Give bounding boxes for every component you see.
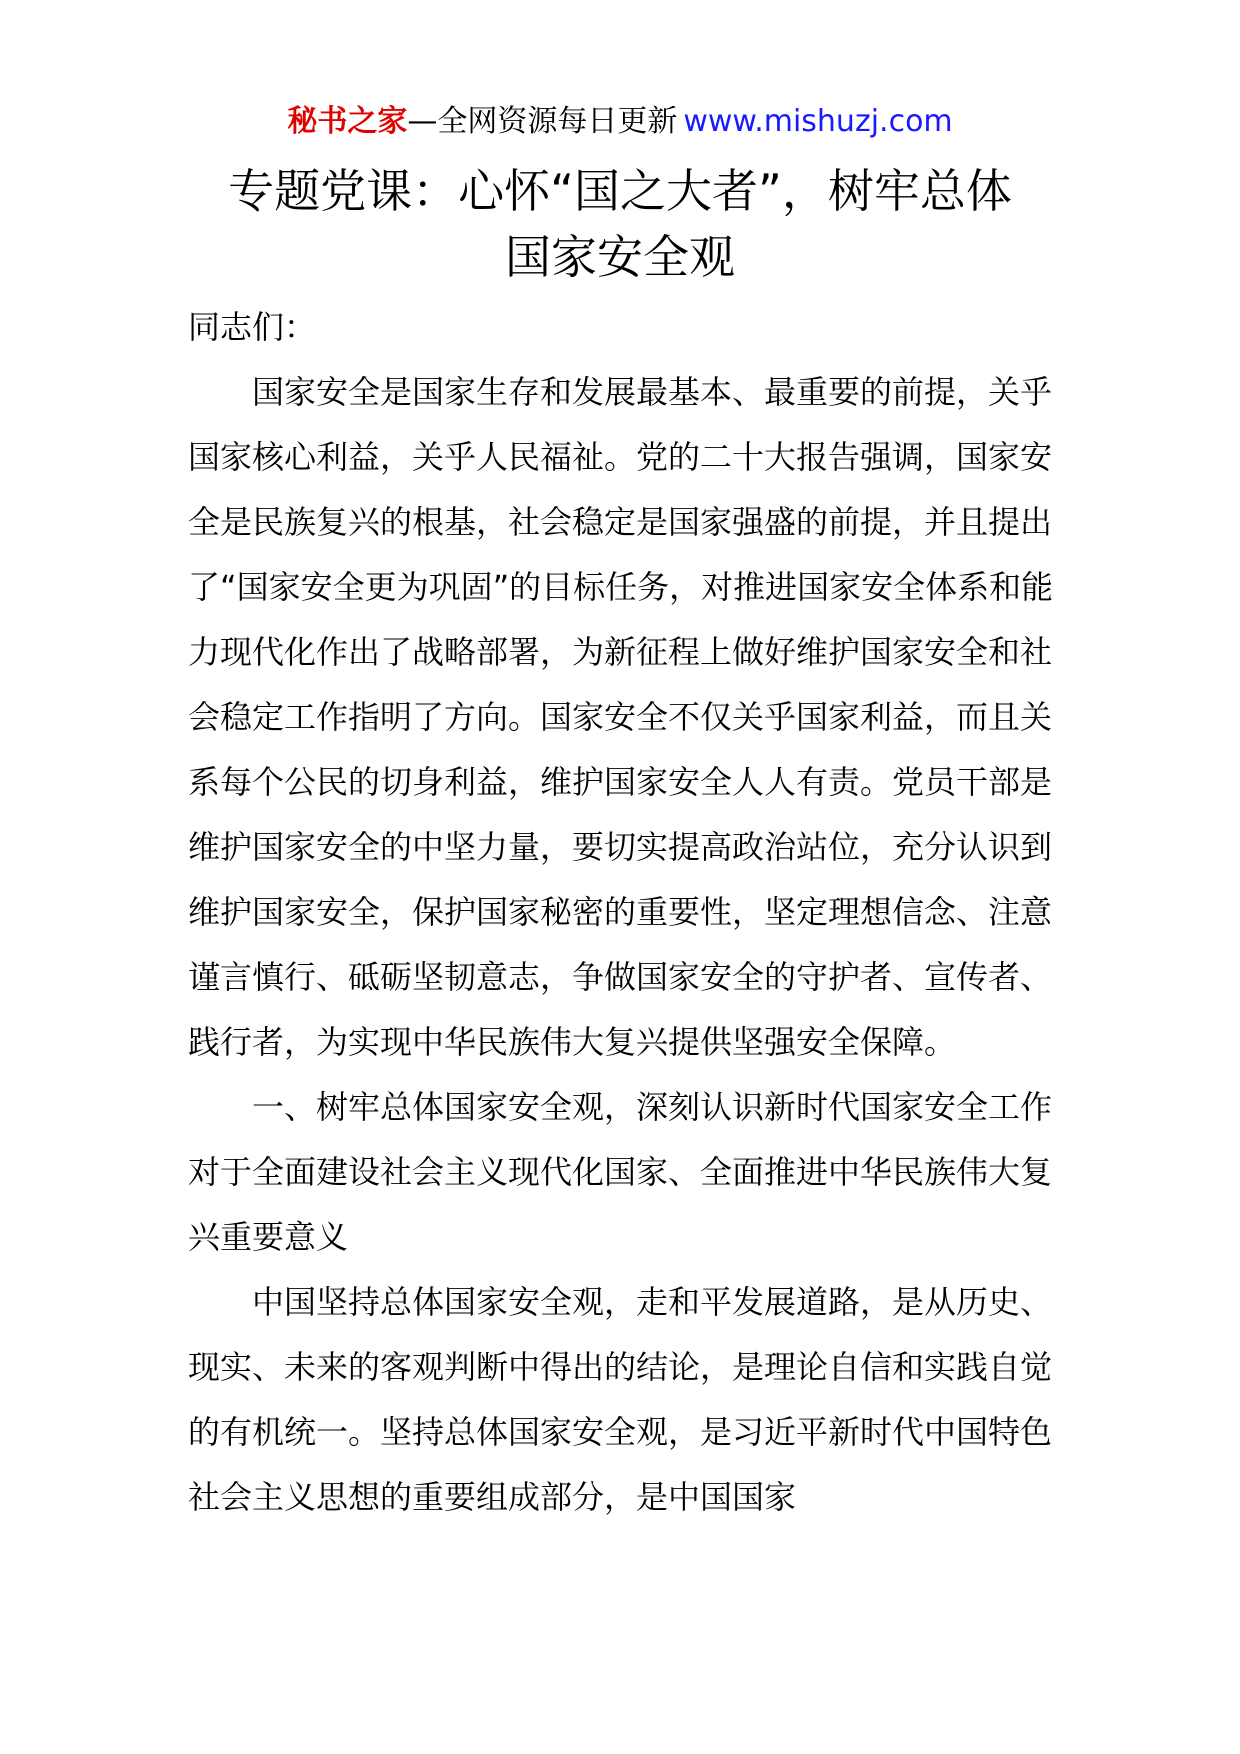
title-line-2: 国家安全观 bbox=[505, 230, 735, 284]
brand-name: 秘书之家 bbox=[287, 104, 408, 139]
paragraph-section-1: 中国坚持总体国家安全观，走和平发展道路，是从历史、现实、未来的客观判断中得出的结论，是理论自信和实践自觉的有机统一。坚持总体国家安全观，是习近平新时代中国特色社会主义思想的重要组成部分，是中国国家 bbox=[188, 1283, 1053, 1516]
site-header bbox=[0, 100, 1240, 144]
site-url-link[interactable]: www.mishuzj.com bbox=[683, 104, 953, 139]
paragraph-intro: 国家安全是国家生存和发展最基本、最重要的前提，关乎国家核心利益，关乎人民福祉。党的二十大报告强调，国家安全是民族复兴的根基，社会稳定是国家强盛的前提，并且提出了“国家安全更为巩固”的目标任务，对推进国家安全体系和能力现代化作出了战略部署，为新征程上做好维护国家安全和社会稳定工作指明了方向。国家安全不仅关乎国家利益，而且关系每个公民的切身利益，维护国家安全人人有责。党员干部是维护国家安全的中坚力量，要切实提高政治站位，充分认识到维护国家安全，保护国家秘密的重要性，坚定理想信念、注意谨言慎行、砥砺坚韧意志，争做国家安全的守护者、宣传者、践行者，为实现中华民族伟大复兴提供坚强安全保障。 bbox=[188, 373, 1054, 1061]
title-line-1: 专题党课：心怀“国之大者”，树牢总体 bbox=[228, 164, 1012, 218]
salutation: 同志们： bbox=[188, 308, 317, 346]
document-title bbox=[160, 158, 1080, 290]
section-heading-1: 一、树牢总体国家安全观，深刻认识新时代国家安全工作对于全面建设社会主义现代化国家、全面推进中华民族伟大复兴重要意义 bbox=[188, 1088, 1053, 1256]
document-body bbox=[188, 295, 1058, 1530]
header-tagline: —全网资源每日更新 bbox=[407, 104, 678, 139]
